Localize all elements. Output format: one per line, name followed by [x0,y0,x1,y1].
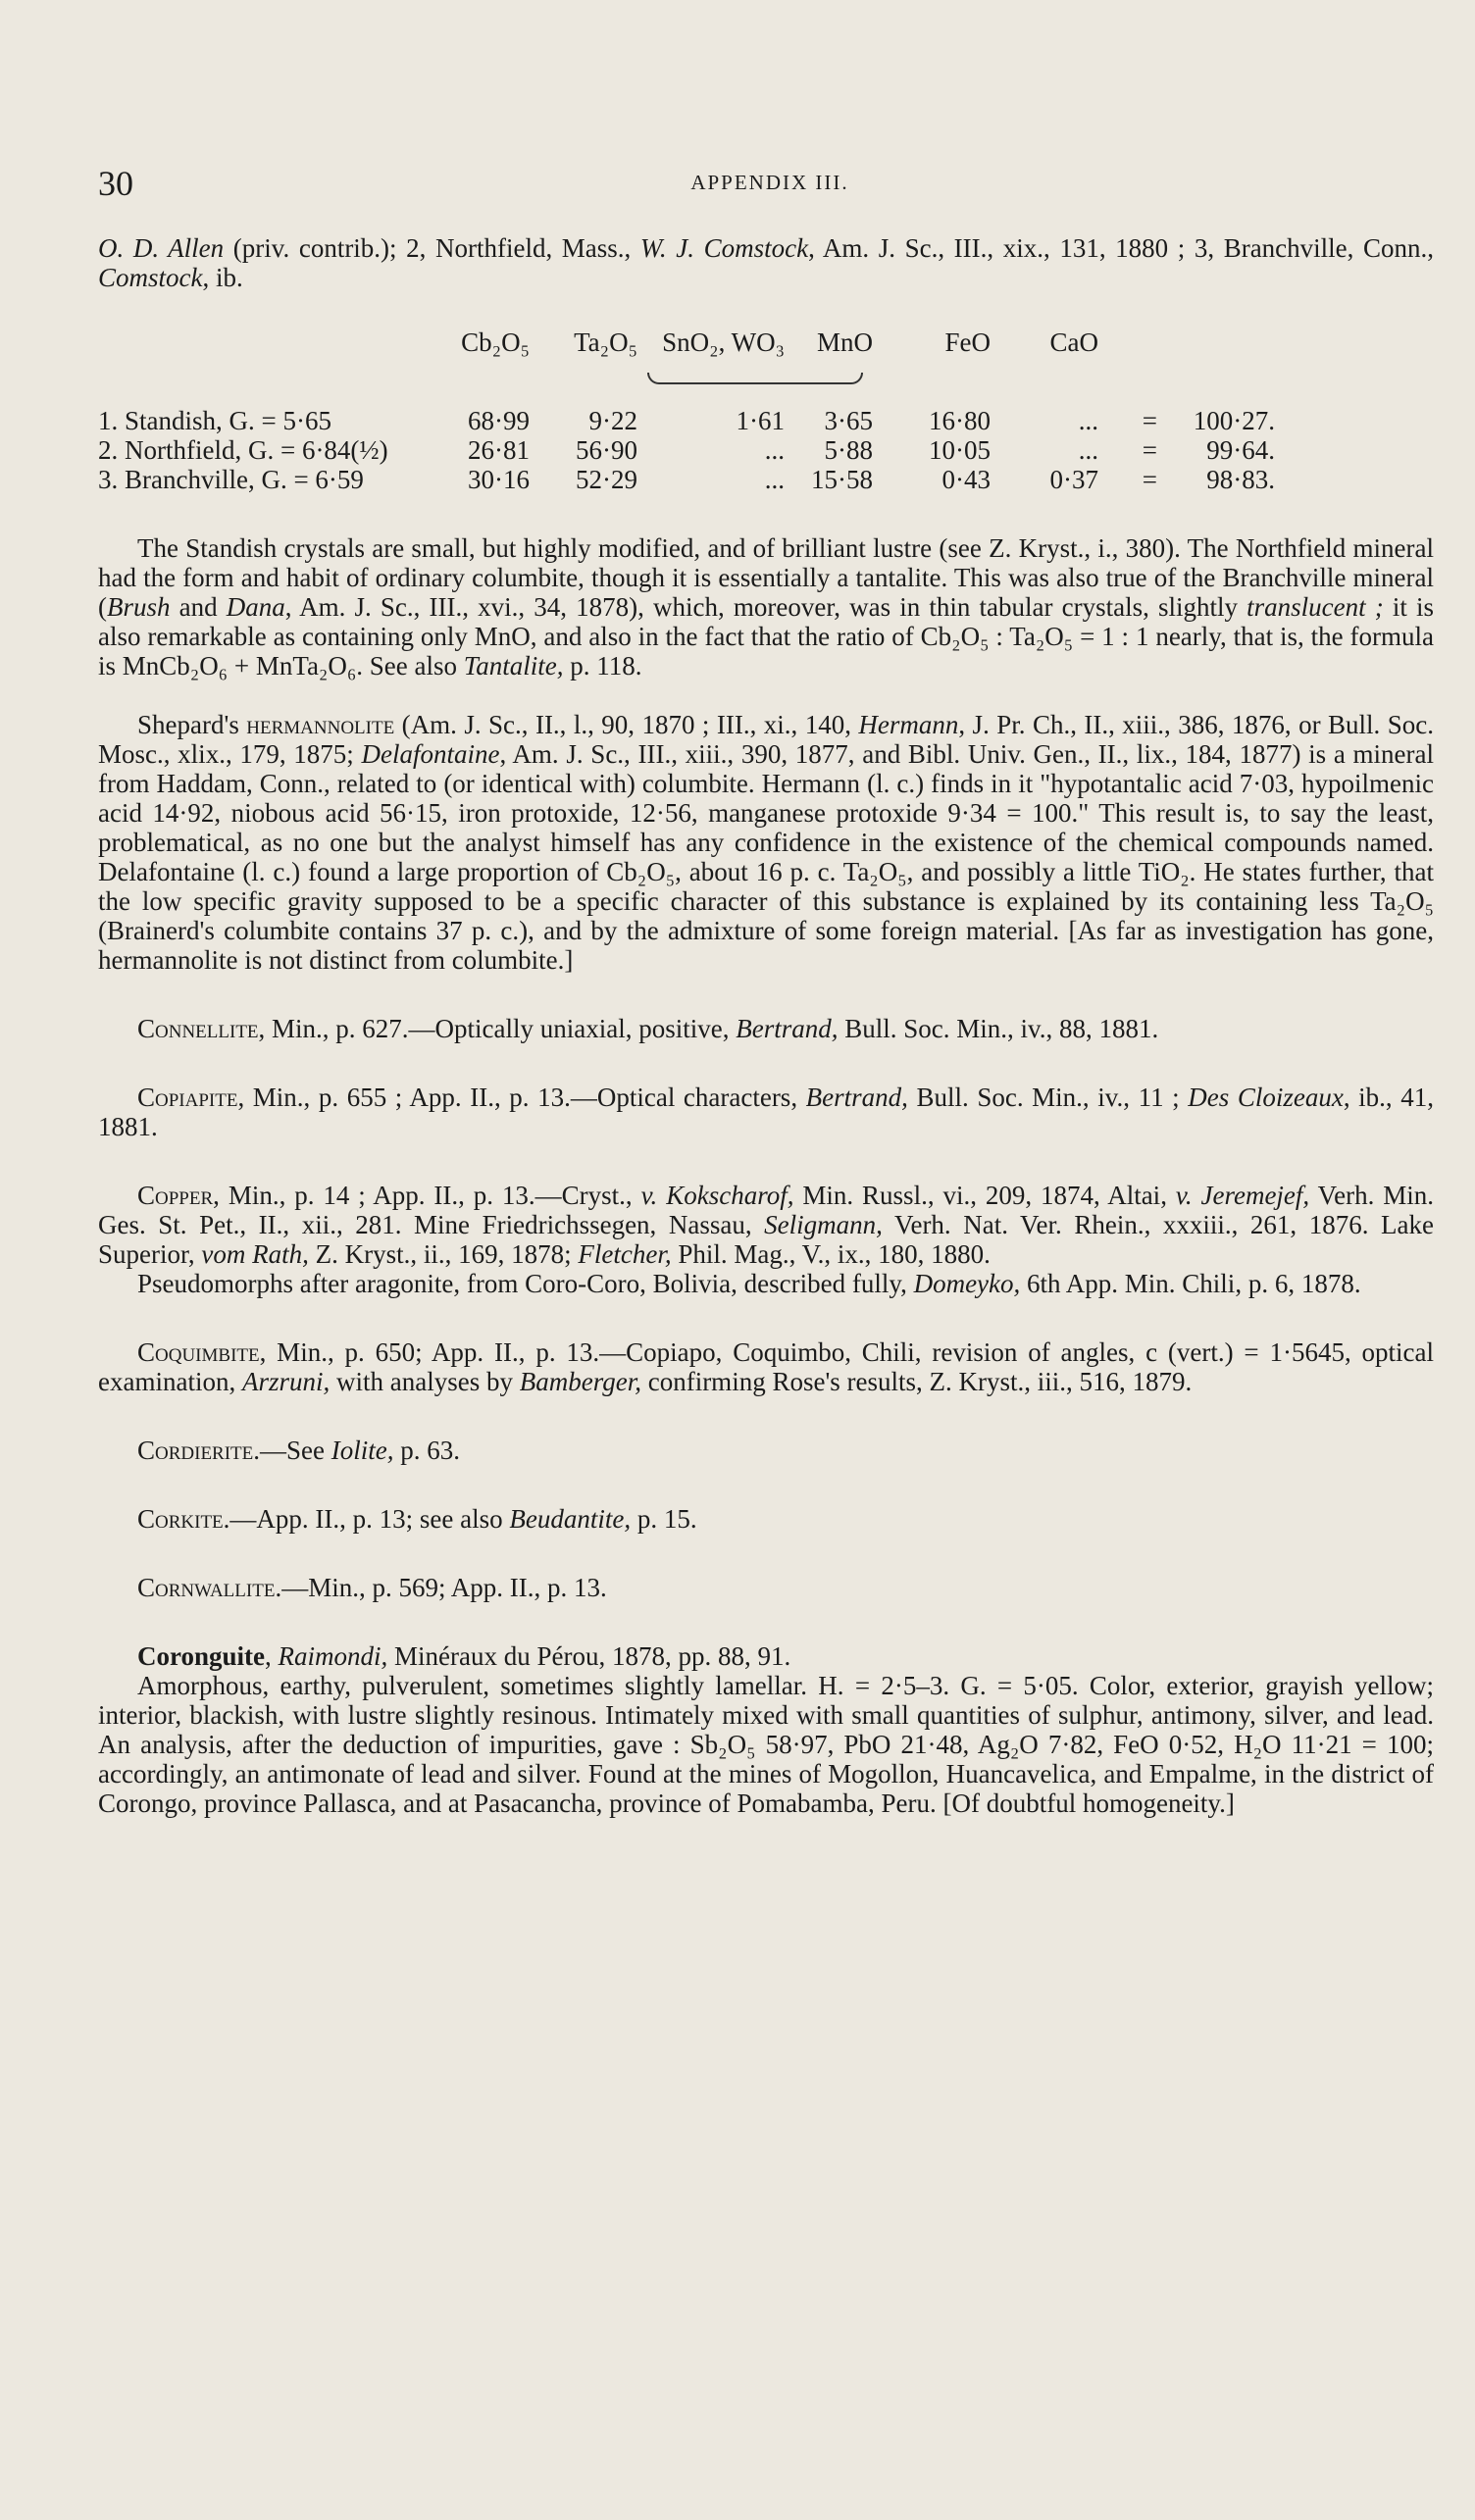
table-cell: 30·16 [468,465,530,494]
intro-citation: O. D. Allen (priv. contrib.); 2, Northfield, Mass., W. J. Comstock, Am. J. Sc., III., xix., 131, 1880 ; 3, Branchville, Conn., Comstock, ib. [98,233,1434,292]
table-cell: 26·81 [468,435,530,465]
table-cell: ... [764,465,785,494]
table-cell: 3·65 [824,406,873,435]
page-header [98,163,1442,202]
entry-cordierite: Cordierite.—See Iolite, p. 63. [137,1436,460,1465]
table-cell: ... [764,435,785,465]
table-header-cell [98,328,422,377]
author-name: Hermann [858,710,959,739]
author-name: Delafontaine [361,739,500,769]
entry-coquimbite: Coquimbite, Min., p. 650; App. II., p. 13.—Copiapo, Coquimbo, Chili, revision of angles, c (vert.) = 1·5645, optical examination, Arzruni, with analyses by Bamberger, confirming Rose's results, Z. Kryst., iii., 516, 1879. [98,1337,1434,1396]
author-name: Seligmann, [764,1210,883,1239]
table-header-cell: CaO [1049,328,1098,357]
table-cell: 15·58 [811,465,873,494]
author-name: Raimondi, [278,1641,388,1671]
table-cell: 2. Northfield, G. = 6·84(½) [98,435,388,465]
mineral-name: Corkite [137,1504,224,1534]
grouping-brace [637,377,873,406]
table-cell: 10·05 [929,435,991,465]
table-header-cell: MnO [816,328,873,357]
table-row [98,435,1275,465]
table-header-cell [1157,328,1275,377]
table-row [98,406,1275,435]
mineral-name: hermannolite [246,710,395,739]
paragraph-standish: The Standish crystals are small, but highly modified, and of brilliant lustre (see Z. Kryst., i., 380). The Northfield mineral had the form and habit of ordinary columbite, though it is essentially a tantalite. This was also true of the Branchville mineral (Brush and Dana, Am. J. Sc., III., xvi., 34, 1878), which, moreover, was in thin tabular crystals, slightly translucent ; it is also remarkable as containing only MnO, and also in the fact that the ratio of Cb₂O₅ : Ta₂O₅ = 1 : 1 nearly, that is, the formula is MnCb₂O₆ + MnTa₂O₆. See also Tantalite, p. 118. [98,533,1434,680]
table-cell: 3. Branchville, G. = 6·59 [98,465,364,494]
table-cell: 98·83. [1206,465,1275,494]
entry-cornwallite: Cornwallite.—Min., p. 569; App. II., p. 13. [137,1573,607,1602]
author-name: Bertrand, [736,1014,839,1043]
cross-reference: Tantalite, [463,651,564,680]
table-cell: = [1142,435,1157,465]
table-row [98,465,1275,494]
author-name: Dana [226,592,285,622]
mineral-name: Copper [137,1181,214,1210]
mineral-name: Connellite [137,1014,259,1043]
table-header-row [98,328,1275,377]
author-name: v. Kokscharof, [640,1181,794,1210]
table-cell: 1·61 [736,406,785,435]
table-cell: 68·99 [468,406,530,435]
author-name: v. Jeremejef, [1175,1181,1310,1210]
cross-reference: Iolite, [331,1436,394,1465]
table-cell: ... [1078,406,1098,435]
table-cell: 0·37 [1049,465,1098,494]
table-header-cell: SnO₂, WO₃ [662,328,785,357]
entry-connellite: Connellite, Min., p. 627.—Optically uniaxial, positive, Bertrand, Bull. Soc. Min., iv., 88, 1881. [137,1014,1159,1043]
author-name: Bertrand, [805,1083,908,1112]
table-cell: = [1142,406,1157,435]
brace-row [98,377,1275,406]
table-cell: 52·29 [576,465,637,494]
author-name: Bamberger, [519,1367,641,1396]
entry-corkite: Corkite.—App. II., p. 13; see also Beudantite, p. 15. [137,1504,697,1534]
table-header-cell [1098,328,1157,377]
running-title: APPENDIX III. [690,171,849,194]
table-cell: 100·27. [1193,406,1275,435]
author-name: Domeyko, [913,1269,1021,1298]
table-header-cell: Cb₂O₅ [461,328,530,357]
author-name: O. D. Allen [98,233,225,263]
mineral-name: Cornwallite [137,1573,276,1602]
mineral-name: Coquimbite [137,1337,260,1367]
entry-coronguite: Coronguite, Raimondi, Minéraux du Pérou, 1878, pp. 88, 91. [137,1641,791,1671]
mineral-name: Coronguite [137,1641,266,1671]
table-header-cell: FeO [944,328,991,357]
paragraph-hermannolite: Shepard's hermannolite (Am. J. Sc., II., l., 90, 1870 ; III., xi., 140, Hermann, J. Pr. Ch., II., xiii., 386, 1876, or Bull. Soc. Mosc., xlix., 179, 1875; Delafontaine, Am. J. Sc., III., xiii., 390, 1877, and Bibl. Univ. Gen., II., lix., 184, 1877) is a mineral from Haddam, Conn., related to (or identical with) columbite. Hermann (l. c.) finds in it "hypotantalic acid 7·03, hypoilmenic acid 14·92, niobous acid 56·15, iron protoxide, 12·56, manganese protoxide 9·34 = 100." This result is, to say the least, problematical, as no one but the analyst himself has any confidence in the existence of the chemical compounds named. Delafontaine (l. c.) found a large proportion of Cb₂O₅, about 16 p. c. Ta₂O₅, and possibly a little TiO₂. He states further, that the low specific gravity supposed to be a specific character of this substance is explained by its containing less Ta₂O₅ (Brainerd's columbite contains 37 p. c.), and by the admixture of some foreign material. [As far as investigation has gone, hermannolite is not distinct from columbite.] [98,710,1434,975]
author-name: W. J. Comstock [639,233,809,263]
entry-copiapite: Copiapite, Min., p. 655 ; App. II., p. 13.—Optical characters, Bertrand, Bull. Soc. Min., iv., 11 ; Des Cloizeaux, ib., 41, 1881. [98,1083,1434,1141]
table-cell: 9·22 [588,406,637,435]
author-name: Comstock [98,263,203,292]
cross-reference: Beudantite, [509,1504,632,1534]
table-cell: 1. Standish, G. = 5·65 [98,406,331,435]
table-cell: 5·88 [824,435,873,465]
page-body [98,233,1434,1818]
mineral-name: Cordierite [137,1436,254,1465]
emphasis: translucent ; [1246,592,1384,622]
entry-copper: Copper, Min., p. 14 ; App. II., p. 13.—Cryst., v. Kokscharof, Min. Russl., vi., 209, 1874, Altai, v. Jeremejef, Verh. Min. Ges. St. Pet., II., xii., 281. Mine Friedrichssegen, Nassau, Seligmann, Verh. Nat. Ver. Rhein., xxxiii., 261, 1876. Lake Superior, vom Rath, Z. Kryst., ii., 169, 1878; Fletcher, Phil. Mag., V., ix., 180, 1880. [98,1181,1434,1269]
page-number: 30 [98,164,133,203]
table-cell: 56·90 [576,435,637,465]
table-cell: 16·80 [929,406,991,435]
author-name: Fletcher, [578,1239,672,1269]
table-cell: ... [1078,435,1098,465]
table-cell: 0·43 [941,465,991,494]
table-cell: = [1142,465,1157,494]
author-name: Des Cloizeaux [1188,1083,1344,1112]
author-name: vom Rath, [201,1239,309,1269]
author-name: Arzruni, [241,1367,331,1396]
analysis-table [98,328,1275,494]
author-name: Brush [107,592,171,622]
mineral-name: Copiapite [137,1083,238,1112]
table-header-cell: Ta₂O₅ [574,328,637,357]
entry-copper-pseudomorphs: Pseudomorphs after aragonite, from Coro-Coro, Bolivia, described fully, Domeyko, 6th App. Min. Chili, p. 6, 1878. [137,1269,1361,1298]
entry-coronguite-description: Amorphous, earthy, pulverulent, sometimes slightly lamellar. H. = 2·5–3. G. = 5·05. Color, exterior, grayish yellow; interior, blackish, with lustre slightly resinous. Intimately mixed with small quantities of sulphur, antimony, silver, and lead. An analysis, after the deduction of impurities, gave : Sb₂O₅ 58·97, PbO 21·48, Ag₂O 7·82, FeO 0·52, H₂O 11·21 = 100; accordingly, an antimonate of lead and silver. Found at the mines of Mogollon, Huancavelica, and Empalme, in the district of Corongo, province Pallasca, and at Pasacancha, province of Pomabamba, Peru. [Of doubtful homogeneity.] [98,1671,1434,1818]
table-cell: 99·64. [1206,435,1275,465]
